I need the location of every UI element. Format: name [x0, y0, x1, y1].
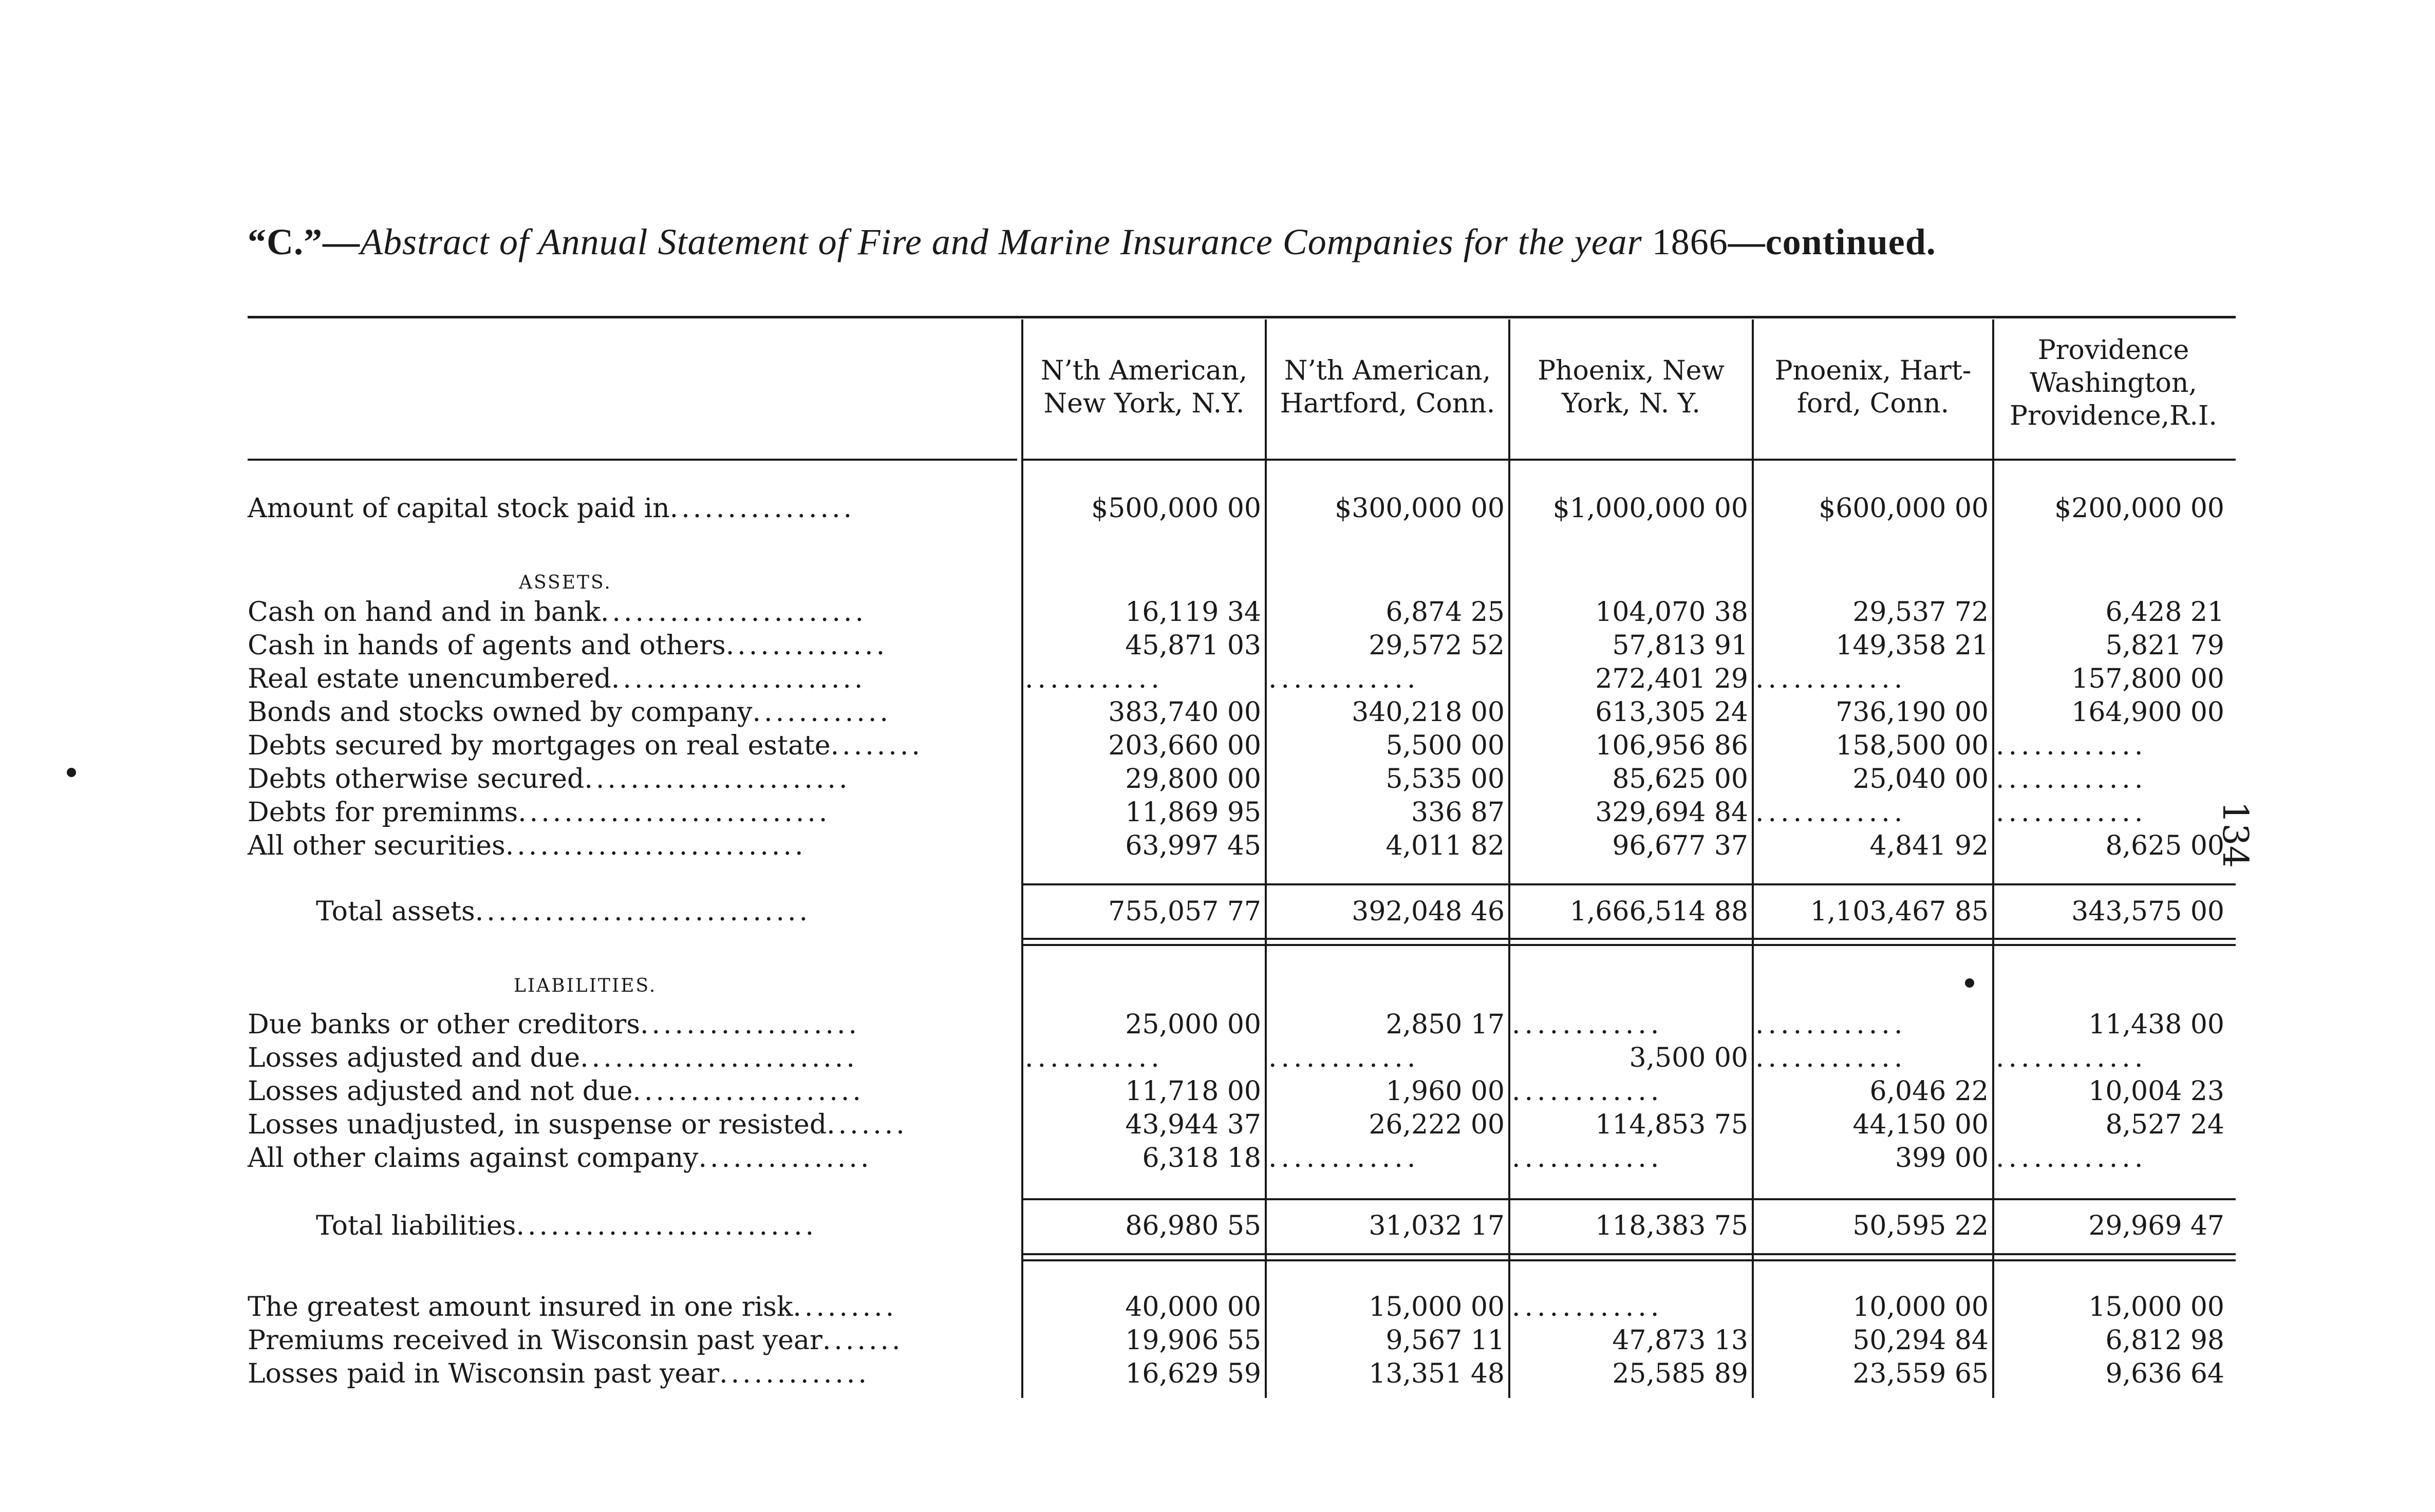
column-header: Pnoenix, Hart- ford, Conn.: [1774, 355, 1972, 419]
row-label-text: Losses adjusted and not due: [248, 1076, 633, 1107]
value-cell: 203,660 00: [1108, 730, 1261, 761]
value-cell: 57,813 91: [1612, 630, 1748, 661]
empty-cell-dots: ............: [1755, 1009, 1907, 1040]
value-cell: 40,000 00: [1125, 1292, 1261, 1322]
value-cell: 8,625 00: [2105, 830, 2224, 861]
row-label: [316, 1209, 817, 1242]
title-continued: —continued.: [1728, 221, 1936, 262]
value-cell: 3,500 00: [1629, 1043, 1748, 1073]
empty-cell-dots: ............: [1268, 664, 1420, 694]
row-label: [316, 895, 811, 928]
row-label-text: All other claims against company: [248, 1143, 699, 1174]
value-cell: 1,666,514 88: [1569, 896, 1748, 927]
empty-cell-dots: ............: [1996, 1143, 2147, 1174]
value-cell: 272,401 29: [1595, 664, 1748, 694]
value-cell: 25,000 00: [1125, 1009, 1261, 1040]
table-title: [248, 221, 2225, 272]
value-cell: 114,853 75: [1595, 1109, 1748, 1140]
row-label: [248, 1108, 908, 1141]
value-cell: 25,585 89: [1612, 1358, 1748, 1389]
value-cell: 11,718 00: [1125, 1076, 1261, 1107]
value-cell: 106,956 86: [1595, 730, 1748, 761]
header-rule-right: [1022, 459, 2236, 461]
column-divider: [1992, 319, 1994, 1398]
empty-cell-dots: ............: [1996, 730, 2147, 761]
row-label: [248, 1008, 860, 1041]
value-cell: 8,527 24: [2105, 1109, 2224, 1140]
leader-dots: ............: [752, 697, 891, 728]
value-cell: 29,800 00: [1125, 764, 1261, 795]
assets-total-rule-bottom: [1022, 938, 2236, 940]
row-label: [248, 629, 888, 662]
row-label: [248, 763, 851, 796]
row-label-text: All other securities: [248, 830, 505, 861]
value-cell: 613,305 24: [1595, 697, 1748, 728]
value-cell: 63,997 45: [1125, 830, 1261, 861]
title-mark: “C.”—: [248, 221, 360, 262]
value-cell: 6,812 98: [2105, 1325, 2224, 1356]
value-cell: 26,222 00: [1369, 1109, 1505, 1140]
value-cell: 10,000 00: [1852, 1292, 1989, 1322]
value-cell: 25,040 00: [1852, 764, 1989, 795]
value-cell: 29,969 47: [2088, 1211, 2224, 1241]
value-cell: 6,318 18: [1142, 1143, 1261, 1174]
row-label: [248, 492, 855, 525]
title-text: Abstract of Annual Statement of Fire and Marine Insurance Companies for the year: [360, 221, 1642, 262]
value-cell: 11,869 95: [1125, 797, 1261, 828]
value-cell: 15,000 00: [1369, 1292, 1505, 1322]
row-label: [248, 1324, 904, 1357]
row-label-text: Debts secured by mortgages on real estate: [248, 730, 831, 761]
value-cell: 392,048 46: [1352, 896, 1505, 927]
print-dot: [67, 768, 76, 777]
row-label: [248, 1042, 858, 1074]
empty-cell-dots: ............: [1755, 1043, 1907, 1073]
row-label-text: Losses unadjusted, in suspense or resisted: [248, 1109, 827, 1140]
value-cell: 47,873 13: [1612, 1325, 1748, 1356]
section-heading-liabilities: LIABILITIES.: [514, 975, 657, 996]
row-label: [248, 796, 830, 829]
leader-dots: ......................: [611, 664, 866, 694]
value-cell: 6,046 22: [1869, 1076, 1989, 1107]
value-cell: 31,032 17: [1369, 1211, 1505, 1241]
value-cell: 29,537 72: [1852, 597, 1989, 628]
leader-dots: ...........................: [518, 797, 831, 828]
empty-cell-dots: ............: [1755, 797, 1907, 828]
leader-dots: ........: [830, 730, 923, 761]
empty-cell-dots: ............: [1512, 1292, 1663, 1322]
column-divider: [1021, 319, 1023, 1398]
row-label-text: Total assets: [316, 896, 475, 927]
value-cell: 164,900 00: [2071, 697, 2224, 728]
row-label-text: Due banks or other creditors: [248, 1009, 640, 1040]
top-rule: [248, 316, 2236, 318]
row-label-text: Cash in hands of agents and others: [248, 630, 726, 661]
leader-dots: ..........................: [505, 830, 807, 861]
value-cell: 45,871 03: [1125, 630, 1261, 661]
section-heading-assets: ASSETS.: [519, 572, 612, 593]
leader-dots: ..............: [725, 630, 888, 661]
value-cell: 736,190 00: [1835, 697, 1989, 728]
row-label: [248, 596, 867, 629]
value-cell: 2,850 17: [1385, 1009, 1505, 1040]
empty-cell-dots: ............: [1268, 1043, 1420, 1073]
value-cell: 16,119 34: [1125, 597, 1261, 628]
value-cell: $1,000,000 00: [1552, 493, 1748, 524]
leader-dots: ..........................: [516, 1211, 817, 1241]
leader-dots: ...................: [640, 1009, 860, 1040]
column-divider: [1752, 319, 1754, 1398]
value-cell: 336 87: [1411, 797, 1505, 828]
row-label: [248, 729, 923, 762]
value-cell: 6,874 25: [1385, 597, 1505, 628]
value-cell: 383,740 00: [1108, 697, 1261, 728]
row-label-text: Cash on hand and in bank: [248, 597, 601, 628]
row-label-text: Total liabilities: [316, 1211, 516, 1241]
leader-dots: ........................: [580, 1043, 858, 1073]
value-cell: 5,821 79: [2105, 630, 2224, 661]
value-cell: 6,428 21: [2105, 597, 2224, 628]
value-cell: 11,438 00: [2088, 1009, 2224, 1040]
value-cell: 329,694 84: [1595, 797, 1748, 828]
value-cell: 50,595 22: [1852, 1211, 1989, 1241]
value-cell: 50,294 84: [1852, 1325, 1989, 1356]
empty-cell-dots: ...........: [1025, 1043, 1164, 1073]
value-cell: 340,218 00: [1352, 697, 1505, 728]
value-cell: 399 00: [1895, 1143, 1989, 1174]
row-label-text: Amount of capital stock paid in: [248, 493, 670, 524]
print-dot: [1965, 978, 1974, 988]
assets-total-rule-top: [1022, 883, 2236, 885]
value-cell: 9,567 11: [1385, 1325, 1505, 1356]
empty-cell-dots: ............: [1512, 1076, 1663, 1107]
row-label-text: Debts for preminms: [248, 797, 518, 828]
assets-total-rule-double: [1022, 944, 2236, 946]
row-label-text: Losses adjusted and due: [248, 1043, 580, 1073]
empty-cell-dots: ............: [1512, 1009, 1663, 1040]
value-cell: 118,383 75: [1595, 1211, 1748, 1241]
empty-cell-dots: ............: [1512, 1143, 1663, 1174]
row-label: [248, 829, 807, 862]
row-label: [248, 1357, 870, 1390]
value-cell: $200,000 00: [2054, 493, 2224, 524]
value-cell: 157,800 00: [2071, 664, 2224, 694]
liabilities-total-rule-bottom: [1022, 1253, 2236, 1255]
value-cell: 15,000 00: [2088, 1292, 2224, 1322]
value-cell: 158,500 00: [1835, 730, 1989, 761]
column-header: N’th American, New York, N.Y.: [1040, 355, 1248, 419]
row-label: [248, 1142, 872, 1175]
leader-dots: .......................: [600, 597, 867, 628]
leader-dots: .............: [719, 1358, 870, 1389]
column-divider: [1508, 319, 1510, 1398]
row-label: [248, 1075, 864, 1108]
value-cell: $300,000 00: [1335, 493, 1505, 524]
row-label-text: The greatest amount insured in one risk: [248, 1292, 793, 1322]
value-cell: 755,057 77: [1108, 896, 1261, 927]
value-cell: 4,011 82: [1385, 830, 1505, 861]
value-cell: 104,070 38: [1595, 597, 1748, 628]
column-header: Providence Washington, Providence,R.I.: [2010, 335, 2217, 431]
value-cell: 13,351 48: [1369, 1358, 1505, 1389]
row-label-text: Premiums received in Wisconsin past year: [248, 1325, 822, 1356]
liabilities-total-rule-top: [1022, 1198, 2236, 1200]
leader-dots: .......................: [584, 764, 851, 795]
value-cell: 9,636 64: [2105, 1358, 2224, 1389]
header-rule-left: [248, 459, 1017, 461]
leader-dots: .............................: [475, 896, 811, 927]
row-label: [248, 1291, 897, 1324]
row-label: [248, 696, 891, 729]
column-header: Phoenix, New York, N. Y.: [1538, 355, 1725, 419]
empty-cell-dots: ............: [1268, 1143, 1420, 1174]
value-cell: 4,841 92: [1869, 830, 1989, 861]
value-cell: $500,000 00: [1091, 493, 1261, 524]
value-cell: 85,625 00: [1612, 764, 1748, 795]
title-year: 1866: [1652, 221, 1728, 262]
empty-cell-dots: ...........: [1025, 664, 1164, 694]
column-divider: [1265, 319, 1267, 1398]
value-cell: 19,906 55: [1125, 1325, 1261, 1356]
leader-dots: ...............: [698, 1143, 872, 1174]
value-cell: 44,150 00: [1852, 1109, 1989, 1140]
value-cell: 43,944 37: [1125, 1109, 1261, 1140]
value-cell: 23,559 65: [1852, 1358, 1989, 1389]
row-label-text: Losses paid in Wisconsin past year: [248, 1358, 720, 1389]
leader-dots: ....................: [632, 1076, 864, 1107]
value-cell: 1,960 00: [1385, 1076, 1505, 1107]
liabilities-total-rule-double: [1022, 1259, 2236, 1261]
value-cell: 1,103,467 85: [1810, 896, 1989, 927]
value-cell: 96,677 37: [1612, 830, 1748, 861]
row-label-text: Bonds and stocks owned by company: [248, 697, 753, 728]
empty-cell-dots: ............: [1996, 797, 2147, 828]
value-cell: 149,358 21: [1835, 630, 1989, 661]
leader-dots: .......: [822, 1325, 904, 1356]
value-cell: 29,572 52: [1369, 630, 1505, 661]
row-label-text: Real estate unencumbered: [248, 664, 611, 694]
leader-dots: .......: [827, 1109, 908, 1140]
value-cell: 86,980 55: [1125, 1211, 1261, 1241]
leader-dots: .........: [793, 1292, 897, 1322]
leader-dots: ................: [669, 493, 855, 524]
column-header: N’th American, Hartford, Conn.: [1280, 355, 1495, 419]
empty-cell-dots: ............: [1996, 1043, 2147, 1073]
value-cell: 343,575 00: [2071, 896, 2224, 927]
empty-cell-dots: ............: [1755, 664, 1907, 694]
row-label: [248, 663, 866, 695]
value-cell: 5,500 00: [1385, 730, 1505, 761]
value-cell: 5,535 00: [1385, 764, 1505, 795]
row-label-text: Debts otherwise secured: [248, 764, 585, 795]
value-cell: 16,629 59: [1125, 1358, 1261, 1389]
value-cell: 10,004 23: [2088, 1076, 2224, 1107]
page-number: 134: [2215, 801, 2255, 868]
empty-cell-dots: ............: [1996, 764, 2147, 795]
value-cell: $600,000 00: [1819, 493, 1989, 524]
